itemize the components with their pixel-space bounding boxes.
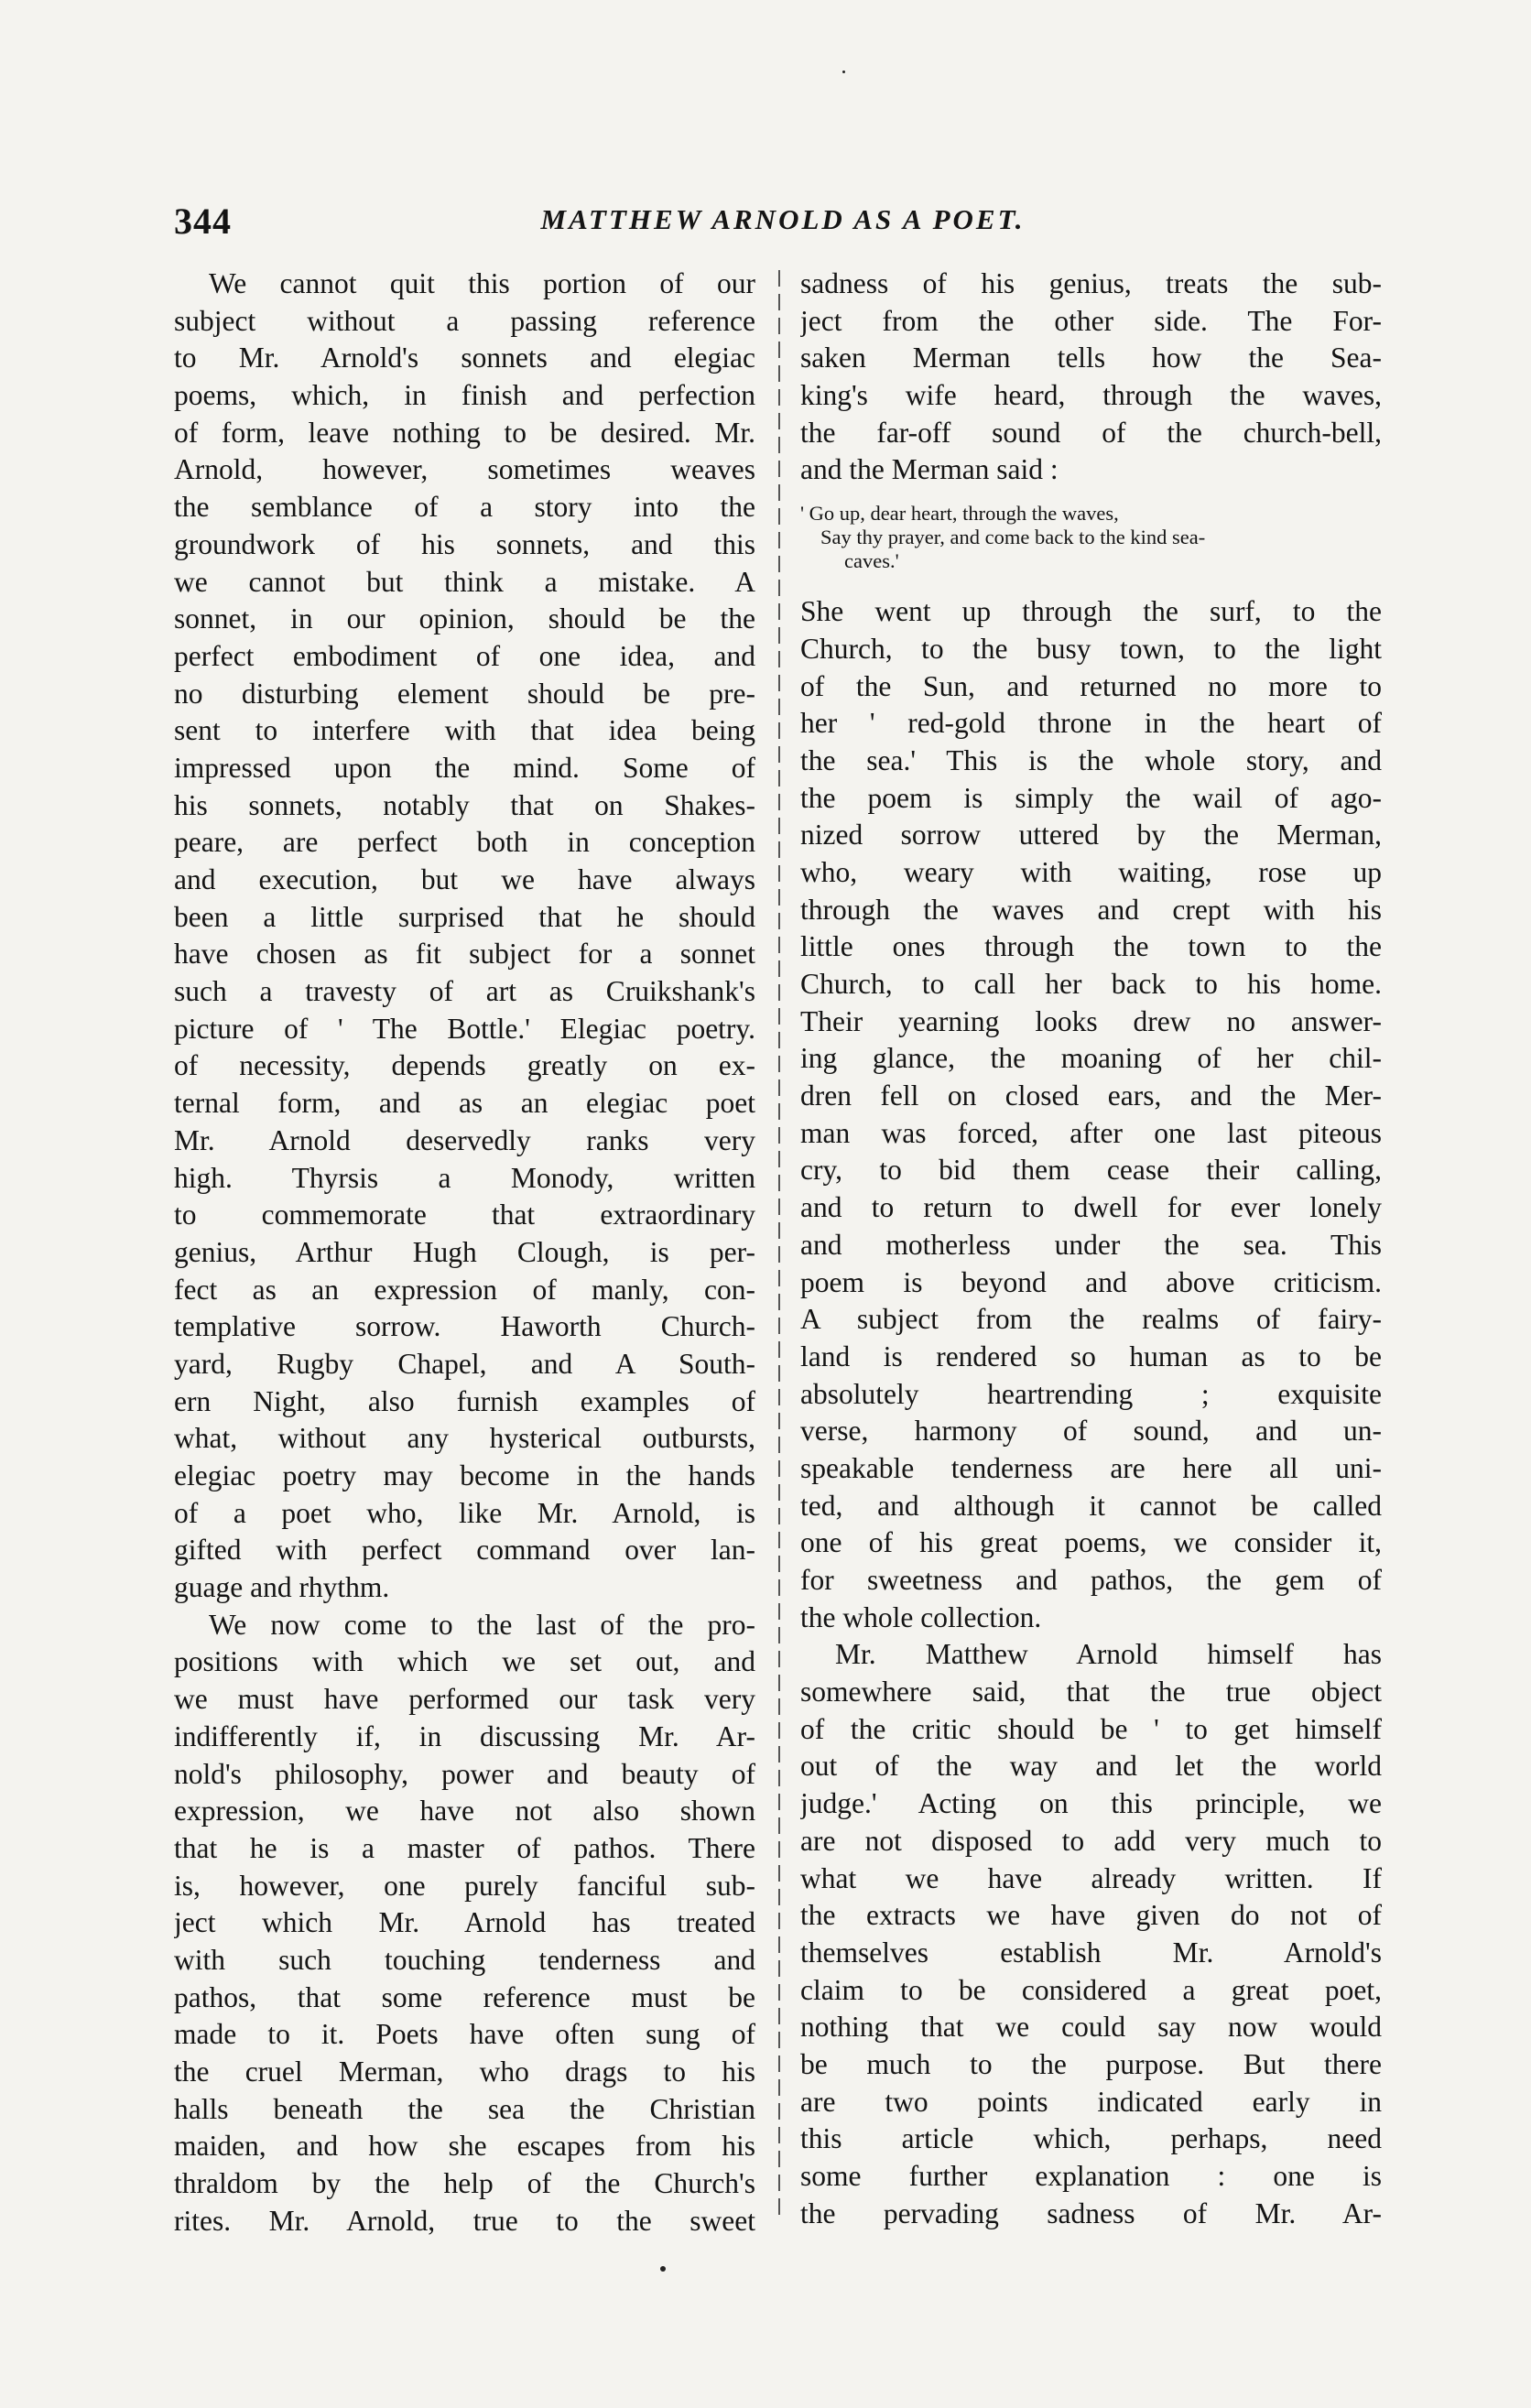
text-line: be much to the purpose. But there [800, 2047, 1382, 2080]
text-line: sonnet, in our opinion, should be the [174, 602, 755, 635]
text-line: guage and rhythm. [174, 1571, 390, 1604]
text-line: ing glance, the moaning of her chil- [800, 1042, 1382, 1075]
text-line: saken Merman tells how the Sea- [800, 342, 1382, 374]
text-line: We now come to the last of the pro- [209, 1608, 755, 1641]
text-line: of necessity, depends greatly on ex- [174, 1049, 755, 1082]
text-line: for sweetness and pathos, the gem of [800, 1564, 1382, 1596]
left-column [174, 266, 755, 2240]
text-line: A subject from the realms of fairy- [800, 1303, 1382, 1336]
text-line: what, without any hysterical outbursts, [174, 1422, 755, 1455]
text-line: made to it. Poets have often sung of [174, 2018, 755, 2051]
ink-speck [660, 2266, 666, 2272]
text-line: her ' red-gold throne in the heart of [800, 707, 1382, 740]
text-line: nized sorrow uttered by the Merman, [800, 819, 1382, 851]
text-line: expression, we have not also shown [174, 1795, 755, 1828]
text-line: ject which Mr. Arnold has treated [174, 1906, 755, 1939]
text-line: and motherless under the sea. This [800, 1228, 1382, 1261]
text-line: are not disposed to add very much to [800, 1824, 1382, 1857]
text-line: man was forced, after one last piteous [800, 1116, 1382, 1149]
text-line: of form, leave nothing to be desired. Mr. [174, 416, 755, 449]
text-line: the sea.' This is the whole story, and [800, 743, 1382, 776]
text-line: is, however, one purely fanciful sub- [174, 1869, 755, 1902]
text-line: one of his great poems, we consider it, [800, 1526, 1382, 1559]
text-line: She went up through the surf, to the [800, 595, 1382, 628]
text-line: some further explanation : one is [800, 2160, 1382, 2192]
text-line: the semblance of a story into the [174, 491, 755, 524]
ink-speck [842, 71, 845, 73]
text-line: impressed upon the mind. Some of [174, 751, 755, 784]
text-line: such a travesty of art as Cruikshank's [174, 975, 755, 1008]
text-line: absolutely heartrending ; exquisite [800, 1377, 1382, 1410]
text-line: king's wife heard, through the waves, [800, 379, 1382, 412]
text-line: of a poet who, like Mr. Arnold, is [174, 1496, 755, 1529]
verse-line: ' Go up, dear heart, through the waves, [800, 502, 1119, 526]
text-line: Mr. Matthew Arnold himself has [835, 1638, 1382, 1671]
text-line: picture of ' The Bottle.' Elegiac poetry. [174, 1012, 755, 1045]
text-line: what we have already written. If [800, 1861, 1382, 1894]
text-line: cry, to bid them cease their calling, [800, 1154, 1382, 1187]
text-line: somewhere said, that the true object [800, 1676, 1382, 1708]
text-line: Arnold, however, sometimes weaves [174, 453, 755, 486]
text-line: subject without a passing reference [174, 304, 755, 337]
text-line: the whole collection. [800, 1600, 1042, 1633]
text-line: been a little surprised that he should [174, 900, 755, 933]
text-line: genius, Arthur Hugh Clough, is per- [174, 1235, 755, 1268]
text-line: Mr. Arnold deservedly ranks very [174, 1123, 755, 1156]
text-line: verse, harmony of sound, and un- [800, 1415, 1382, 1448]
text-line: perfect embodiment of one idea, and [174, 639, 755, 672]
text-line: land is rendered so human as to be [800, 1340, 1382, 1372]
verse-line: Say thy prayer, and come back to the kind sea- [820, 526, 1206, 549]
text-line: are two points indicated early in [800, 2085, 1382, 2118]
text-line: this article which, perhaps, need [800, 2122, 1382, 2155]
text-line: pathos, that some reference must be [174, 1980, 755, 2013]
text-line: and execution, but we have always [174, 863, 755, 895]
text-line: themselves establish Mr. Arnold's [800, 1936, 1382, 1969]
text-line: nold's philosophy, power and beauty of [174, 1757, 755, 1790]
text-line: judge.' Acting on this principle, we [800, 1787, 1382, 1820]
text-line: have chosen as fit subject for a sonnet [174, 938, 755, 971]
text-line: claim to be considered a great poet, [800, 1973, 1382, 2006]
text-line: poem is beyond and above criticism. [800, 1265, 1382, 1298]
page-number: 344 [174, 201, 232, 242]
text-line: that he is a master of pathos. There [174, 1831, 755, 1864]
text-line: positions with which we set out, and [174, 1645, 755, 1678]
text-line: who, weary with waiting, rose up [800, 855, 1382, 888]
text-line: sent to interfere with that idea being [174, 714, 755, 747]
text-line: speakable tenderness are here all uni- [800, 1451, 1382, 1484]
verse-line: caves.' [844, 549, 899, 573]
text-line: nothing that we could say now would [800, 2011, 1382, 2044]
text-line: fect as an expression of manly, con- [174, 1273, 755, 1306]
text-line: no disturbing element should be pre- [174, 677, 755, 710]
text-line: and to return to dwell for ever lonely [800, 1191, 1382, 1224]
text-line: halls beneath the sea the Christian [174, 2092, 755, 2125]
text-line: groundwork of his sonnets, and this [174, 527, 755, 560]
text-line: little ones through the town to the [800, 930, 1382, 963]
text-line: through the waves and crept with his [800, 893, 1382, 926]
text-line: high. Thyrsis a Monody, written [174, 1161, 755, 1194]
text-line: maiden, and how she escapes from his [174, 2130, 755, 2163]
text-line: peare, are perfect both in conception [174, 826, 755, 859]
text-line: elegiac poetry may become in the hands [174, 1459, 755, 1491]
text-line: poems, which, in finish and perfection [174, 379, 755, 412]
text-line: yard, Rugby Chapel, and A South- [174, 1347, 755, 1380]
text-line: Church, to the busy town, to the light [800, 632, 1382, 665]
page-header [174, 200, 1392, 255]
text-line: the far-off sound of the church-bell, [800, 416, 1382, 449]
text-line: dren fell on closed ears, and the Mer- [800, 1079, 1382, 1112]
text-line: his sonnets, notably that on Shakes- [174, 788, 755, 821]
text-line: ern Night, also furnish examples of [174, 1384, 755, 1417]
column-divider [778, 270, 780, 2220]
text-line: we must have performed our task very [174, 1683, 755, 1716]
text-line: of the Sun, and returned no more to [800, 669, 1382, 702]
text-line: to Mr. Arnold's sonnets and elegiac [174, 342, 755, 374]
text-line: to commemorate that extraordinary [174, 1199, 755, 1231]
text-line: ted, and although it cannot be called [800, 1489, 1382, 1522]
text-line: and the Merman said : [800, 453, 1059, 486]
text-line: the poem is simply the wail of ago- [800, 781, 1382, 814]
text-line: the extracts we have given do not of [800, 1899, 1382, 1932]
text-line: sadness of his genius, treats the sub- [800, 267, 1382, 299]
text-line: thraldom by the help of the Church's [174, 2167, 755, 2200]
text-line: ject from the other side. The For- [800, 304, 1382, 337]
running-title: MATTHEW ARNOLD AS A POET. [540, 203, 1026, 235]
text-line: of the critic should be ' to get himself [800, 1712, 1382, 1745]
text-line: Their yearning looks drew no answer- [800, 1004, 1382, 1037]
right-column [800, 266, 1382, 2232]
text-line: we cannot but think a mistake. A [174, 565, 755, 598]
text-line: the cruel Merman, who drags to his [174, 2055, 755, 2088]
text-line: rites. Mr. Arnold, true to the sweet [174, 2204, 755, 2237]
verse-quotation [800, 489, 1382, 593]
text-line: Church, to call her back to his home. [800, 968, 1382, 1000]
text-line: indifferently if, in discussing Mr. Ar- [174, 1719, 755, 1752]
text-line: We cannot quit this portion of our [209, 267, 755, 299]
text-line: out of the way and let the world [800, 1750, 1382, 1783]
text-line: templative sorrow. Haworth Church- [174, 1310, 755, 1343]
text-line: the pervading sadness of Mr. Ar- [800, 2196, 1382, 2229]
text-line: gifted with perfect command over lan- [174, 1534, 755, 1567]
text-line: ternal form, and as an elegiac poet [174, 1087, 755, 1120]
text-line: with such touching tenderness and [174, 1943, 755, 1976]
